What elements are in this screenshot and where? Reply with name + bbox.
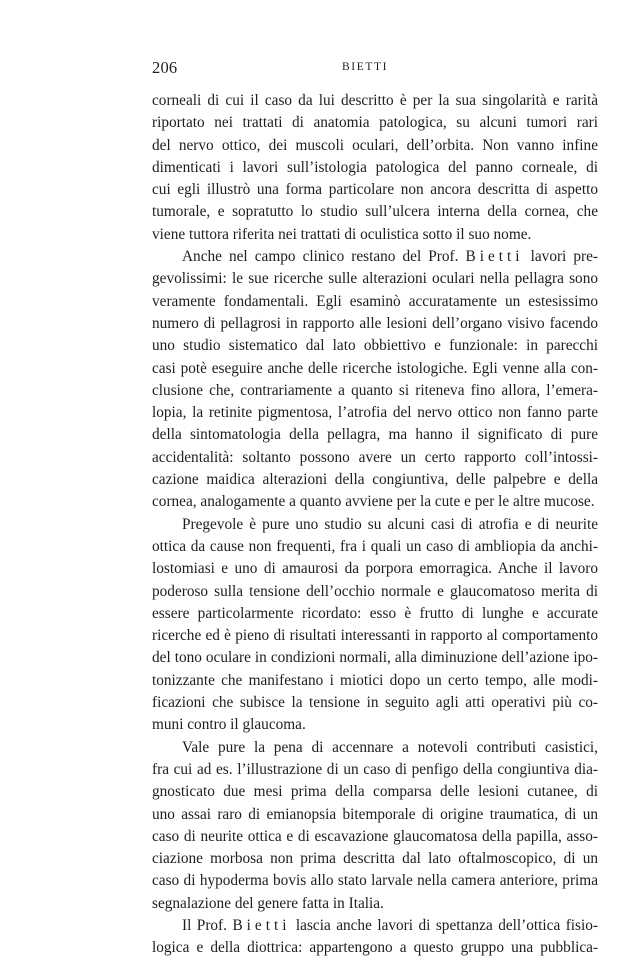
text-line: cornea, analogamente a quanto avviene per la cute e per le altre mucose. (152, 493, 595, 511)
text-line: cazione maidica alterazioni della congiuntiva, delle palpebre e della (152, 471, 598, 489)
text-line: tumorale, e sopratutto lo studio sull’ulcera interna della cornea, che (152, 203, 598, 221)
text-line: gevolissimi: le sue ricerche sulle alterazioni oculari nella pellagra sono (152, 270, 598, 288)
text-line: ricerche ed è pieno di risultati interessanti in rapporto al comportamento (152, 627, 598, 645)
text-line: casi potè eseguire anche delle ricerche istologiche. Egli venne alla con- (152, 359, 598, 377)
text-run: lavori pre- (530, 248, 599, 266)
text-line: del tono oculare in condizioni normali, alla diminuzione dell’azione ipo- (152, 649, 598, 667)
text-line: clusione che, contrariamente a quanto si riteneva fino allora, l’emera- (152, 381, 598, 399)
paragraph-3 (152, 514, 598, 737)
paragraph-5 (152, 915, 598, 960)
text-line: dimenticati i lavori sull’istologia patologica del panno corneale, di (152, 158, 598, 176)
paragraph-1 (152, 90, 598, 246)
text-line: poderoso sulla tensione dell’occhio normale e glaucomatoso merita di (152, 582, 598, 600)
text-line: corneali di cui il caso da lui descritto è per la sua singolarità e rarità (152, 92, 598, 109)
text-line: del nervo ottico, dei muscoli oculari, dell’orbita. Non vanno infine (152, 136, 598, 154)
text-run: lascia anche lavori di spettanza dell’ottica fisio- (295, 916, 598, 934)
text-line: uno assai raro di emianopsia bitemporale di origine traumatica, di un (152, 805, 598, 823)
text-line: viene tuttora riferita nei trattati di oculistica sotto il suo nome. (152, 225, 532, 243)
text-run: Il Prof. (182, 916, 227, 934)
text-line (152, 915, 598, 937)
text-line: lostomiasi e uno di amaurosi da porpora emorragica. Anche il lavoro (152, 560, 598, 578)
author-name-spaced: Bietti (232, 916, 291, 934)
text-line: accidentalità: soltanto possono avere un certo rapporto coll’intossi- (152, 448, 598, 466)
text-line: segnalazione del genere fatta in Italia. (152, 894, 384, 912)
text-line: muni contro il glaucoma. (152, 716, 306, 734)
text-line: fra cui ad es. l’illustrazione di un caso di penfigo della congiuntiva dia- (152, 760, 598, 778)
text-line: caso di hypoderma bovis allo stato larvale nella camera anteriore, prima (152, 872, 598, 890)
text-line: tonizzante che manifestano i miotici dopo un certo tempo, alle modi- (152, 671, 598, 689)
page-number: 206 (152, 58, 178, 77)
paragraph-4 (152, 737, 598, 915)
text-line: ottica da cause non frequenti, fra i quali un caso di ambliopia da anchi- (152, 537, 598, 555)
text-line: gnosticato due mesi prima della comparsa delle lesioni cutanee, di (152, 783, 598, 801)
text-line: riportato nei trattati di anatomia patologica, su alcuni tumori rari (152, 114, 598, 132)
text-line: lopia, la retinite pigmentosa, l’atrofia del nervo ottico non fanno parte (152, 404, 598, 422)
text-line: veramente fondamentali. Egli esaminò accuratamente un estesissimo (152, 292, 598, 310)
text-line: ciazione morbosa non prima descritta dal lato oftalmoscopico, di un (152, 850, 598, 868)
text-line: numero di pellagrosi in rapporto alle lesioni dell’organo visivo facendo (152, 314, 598, 332)
text-line: caso di neurite ottica e di escavazione glaucomatosa della papilla, asso- (152, 827, 598, 845)
text-line: cui egli illustrò una forma particolare non ancora descritta di aspetto (152, 181, 598, 199)
running-header (152, 58, 598, 80)
text-line (152, 246, 598, 268)
paragraph-2 (152, 246, 598, 514)
text-line: Pregevole è pure uno studio su alcuni casi di atrofia e di neurite (182, 515, 598, 533)
running-title: BIETTI (342, 61, 389, 73)
text-line: uno studio sistematico dal lato obbiettivo e funzionale: in parecchi (152, 337, 598, 355)
text-line: della sintomatologia della pellagra, ma hanno il significato di pure (152, 426, 598, 444)
text-run: Anche nel campo clinico restano del Prof. (182, 248, 459, 266)
text-line: ficazioni che subisce la tensione in seguito agli atti operativi più co- (152, 694, 598, 712)
text-line: essere particolarmente ricordato: esso è frutto di lunghe e accurate (152, 604, 598, 622)
body-text (152, 90, 598, 960)
text-line: logica e della diottrica: appartengono a questo gruppo una pubblica- (152, 939, 598, 957)
text-line: Vale pure la pena di accennare a notevoli contributi casistici, (182, 738, 598, 756)
author-name-spaced: Bietti (465, 248, 524, 266)
